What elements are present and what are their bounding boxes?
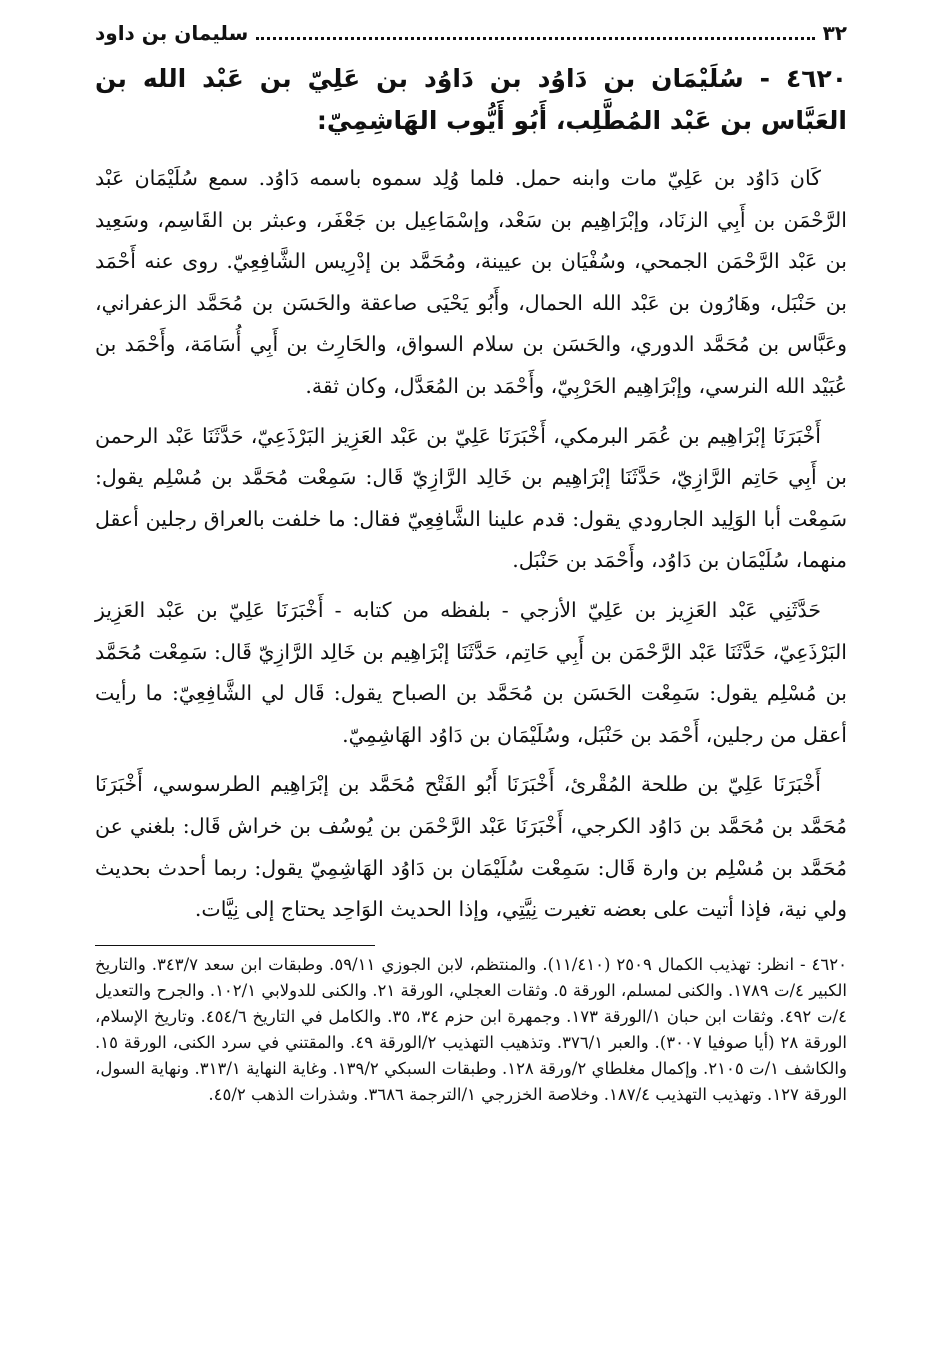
header-dotted-leader [256,21,814,40]
page-header [95,18,847,48]
footnote-divider [95,945,375,946]
page-number: ٣٢ [822,21,847,45]
biography-paragraph: كَان دَاوُد بن عَلِيّ مات وابنه حمل. فلما وُلِد سموه باسمه دَاوُد. سمع سُلَيْمَان عَبْد الرَّحْمَن بن أَبِي الزنَاد، وإبْرَاهِيم بن سَعْد، وإسْمَاعِيل بن جَعْفَر، وعبثر بن القَاسِم، وسَعِيد بن عَبْد الرَّحْمَن الجمحي، وسُفْيَان بن عيينة، ومُحَمَّد بن إدْرِيس الشَّافِعِيّ. روى عنه أَحْمَد بن حَنْبَل، وهَارُون بن عَبْد الله الحمال، وأَبُو يَحْيَى صاعقة والحَسَن بن مُحَمَّد الزعفراني، وعَبَّاس بن مُحَمَّد الدوري، والحَسَن بن سلام السواق، والحَارِث بن أَبِي أُسَامَة، وأَحْمَد بن عُبَيْد الله النرسي، وإبْرَاهِيم الحَرْبِيّ، وأَحْمَد بن المُعَدَّل، وكان ثقة. [95,166,847,398]
footnote: ٤٦٢٠ - انظر: تهذيب الكمال ٢٥٠٩ (١١/٤١٠). والمنتظم، لابن الجوزي ٥٩/١١. وطبقات ابن سعد ٣٤٣/٧. والتاريخ الكبير ٤/ت ١٧٨٩. والكنى لمسلم، الورقة ٥. وثقات العجلي، الورقة ٢١. والكنى للدولابي ١٠٢/١. والجرح والتعديل ٤/ت ٤٩٢. وثقات ابن حبان ١/الورقة ١٧٣. وجمهرة ابن حزم ٣٤، ٣٥. والكامل في التاريخ ٤٥٤/٦. وتاريخ الإسلام، الورقة ٢٨ (أيا صوفيا ٣٠٠٧). والعبر ٣٧٦/١. وتذهيب التهذيب ٢/الورقة ٤٩. والمقتني في سرد الكنى، الورقة ١٥. والكاشف ١/ت ٢١٠٥. وإكمال مغلطاي ٢/ورقة ١٢٨. وطبقات السبكي ١٣٩/٢. وغاية النهاية ٣١٣/١. ونهاية السول، الورقة ١٢٧. وتهذيب التهذيب ١٨٧/٤. وخلاصة الخزرجي ١/الترجمة ٣٦٨٦. وشذرات الذهب ٤٥/٢. [95,954,847,1104]
running-title: سليمان بن داود [95,21,249,45]
book-page [95,18,847,1108]
narration-paragraph: أَخْبَرَنَا عَلِيّ بن طلحة المُقْرئ، أَخْبَرَنَا أَبُو الفَتْح مُحَمَّد بن إبْرَاهِيم الطرسوسي، أَخْبَرَنَا مُحَمَّد بن مُحَمَّد بن دَاوُد الكرجي، أَخْبَرَنَا عَبْد الرَّحْمَن بن يُوسُف بن خراش قَال: بلغني عن مُحَمَّد بن مُسْلِم بن وارة قَال: سَمِعْت سُلَيْمَان بن دَاوُد الهَاشِمِيّ يقول: ربما أحدث بحديث ولي نية، فإذا أتيت على بعضه تغيرت نِيَّتِي، وإذا الحديث الوَاحِد يحتاج إلى نِيَّات. [95,772,847,922]
narration-paragraph: حَدَّثَنِي عَبْد العَزِيز بن عَلِيّ الأزجي - بلفظه من كتابه - أَخْبَرَنَا عَلِيّ بن عَبْد العَزِيز البَرْذَعِيّ، حَدَّثَنَا عَبْد الرَّحْمَن بن أَبِي حَاتِم، حَدَّثَنَا إبْرَاهِيم بن خَالِد الرَّازِيّ قَال: سَمِعْت مُحَمَّد بن مُسْلِم يقول: سَمِعْت الحَسَن بن مُحَمَّد بن الصباح يقول: قَال لي الشَّافِعِيّ: ما رأيت أعقل من رجلين، أَحْمَد بن حَنْبَل، وسُلَيْمَان بن دَاوُد الهَاشِمِيّ. [95,597,847,747]
narration-paragraph: أَخْبَرَنَا إبْرَاهِيم بن عُمَر البرمكي، أَخْبَرَنَا عَلِيّ بن عَبْد العَزِيز البَرْذَعِيّ، حَدَّثَنَا عَبْد الرحمن بن أَبِي حَاتِم الرَّازِيّ، حَدَّثَنَا إبْرَاهِيم بن خَالِد الرَّازِيّ قَال: سَمِعْت مُحَمَّد بن مُسْلِم يقول: سَمِعْت أبا الوَلِيد الجارودي يقول: قدم علينا الشَّافِعِيّ فقال: ما خلفت بالعراق رجلين أعقل منهما، سُلَيْمَان بن دَاوُد، وأَحْمَد بن حَنْبَل. [95,423,847,573]
entry-title: ٤٦٢٠ - سُلَيْمَان بن دَاوُد بن دَاوُد بن عَلِيّ بن عَبْد الله بن العَبَّاس بن عَبْد المُطَّلِب، أَبُو أَيُّوب الهَاشِمِيّ: [95,64,847,135]
